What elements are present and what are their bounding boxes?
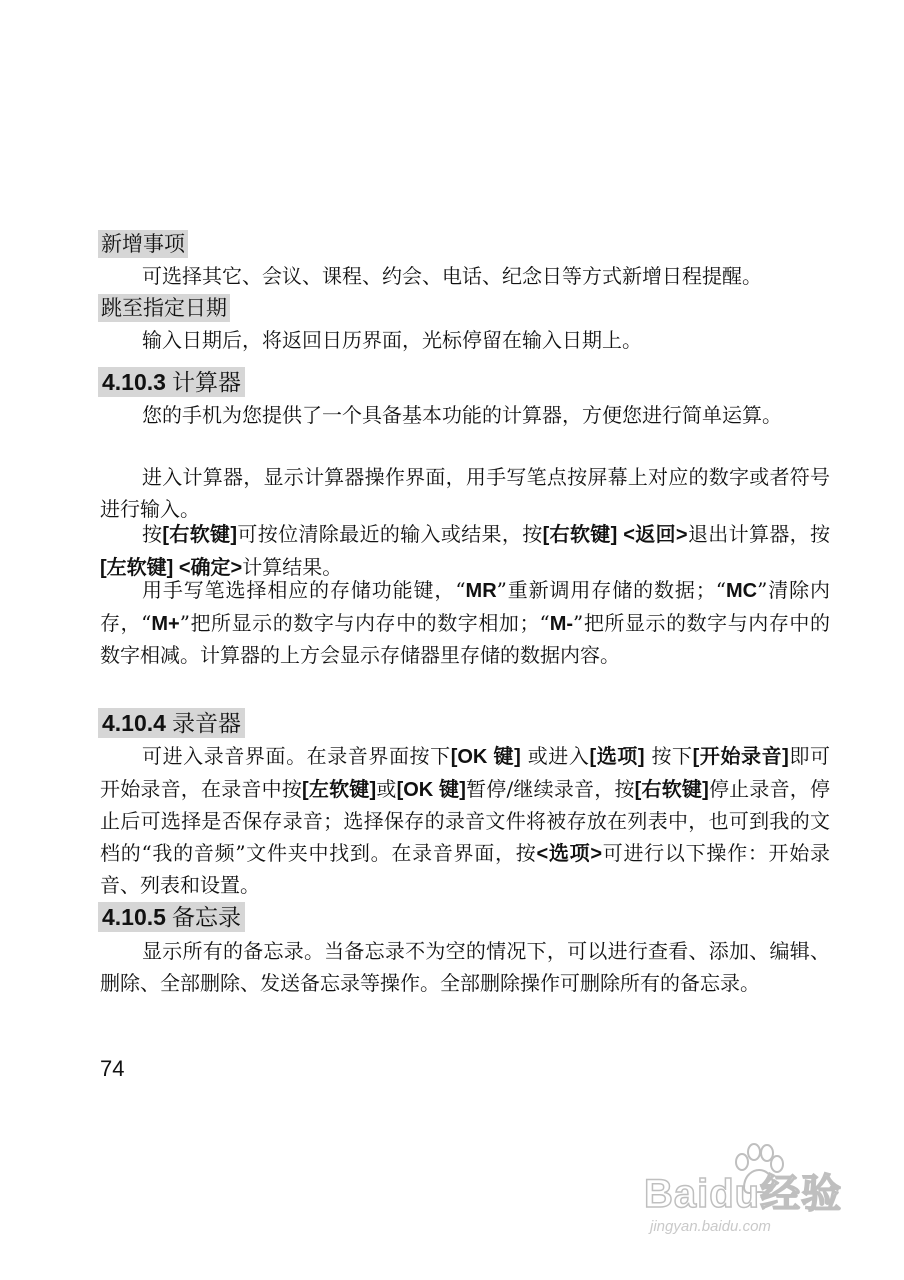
heading-recorder-number: 4.10.4: [102, 710, 166, 736]
baidu-watermark: [644, 1140, 876, 1270]
key-m-minus: M-: [549, 612, 574, 635]
term-new-item: 新增事项: [98, 230, 188, 258]
key-mr: MR: [465, 580, 497, 602]
heading-memo-title: 备忘录: [171, 905, 241, 931]
heading-memo: [98, 902, 245, 932]
calculator-paragraph-1: 您的手机为您提供了一个具备基本功能的计算器，方便您进行简单运算。: [142, 403, 782, 427]
desc-goto-date: 输入日期后，将返回日历界面，光标停留在输入日期上。: [142, 328, 642, 352]
watermark-url: jingyan.baidu.com: [650, 1218, 771, 1235]
recorder-paragraph-1: 可进入录音界面。在录音界面按下[OK 键] 或进入[选项] 按下[开始录音]即可开始录音，在录音中按[左软键]或[OK 键]暂停/继续录音，按[右软键]停止录音，停止后可选择是否保存录音；选择保存的录音文件将被存放在列表中，也可到我的文档的“我的音频”文件夹中找到。在录音界面，按<选项>可进行以下操作：开始录音、列表和设置。: [100, 744, 831, 897]
key-right-soft-back: [右软键] <返回>: [542, 524, 688, 546]
heading-recorder-title: 录音器: [171, 711, 241, 737]
calculator-paragraph-3: 按[右软键]可按位清除最近的输入或结果，按[右软键] <返回>退出计算器，按[左软键] <确定>计算结果。: [100, 522, 831, 579]
desc-new-item: 可选择其它、会议、课程、约会、电话、纪念日等方式新增日程提醒。: [142, 264, 762, 288]
heading-calculator-number: 4.10.3: [102, 369, 166, 395]
memo-paragraph-1: 显示所有的备忘录。当备忘录不为空的情况下，可以进行查看、添加、编辑、删除、全部删除、发送备忘录等操作。全部删除操作可删除所有的备忘录。: [100, 939, 830, 995]
page-number: 74: [100, 1056, 125, 1081]
heading-memo-number: 4.10.5: [102, 904, 166, 930]
key-mc: MC: [725, 580, 758, 602]
heading-recorder: [98, 708, 245, 738]
heading-calculator-title: 计算器: [171, 370, 241, 396]
term-goto-date: 跳至指定日期: [98, 294, 230, 322]
calculator-paragraph-4: 用手写笔选择相应的存储功能键，“MR”重新调用存储的数据；“MC”清除内存，“M+”把所显示的数字与内存中的数字相加；“M-”把所显示的数字与内存中的数字相减。计算器的上方会显示存储器里存储的数据内容。: [100, 578, 830, 667]
calculator-paragraph-2: 进入计算器，显示计算器操作界面，用手写笔点按屏幕上对应的数字或者符号进行输入。: [100, 465, 830, 521]
key-m-plus: M+: [151, 612, 180, 635]
key-left-soft-ok: [左软键] <确定>: [100, 556, 243, 579]
heading-calculator: [98, 367, 245, 397]
watermark-logo: Baidu经验: [644, 1172, 843, 1216]
key-right-soft: [右软键]: [162, 524, 238, 546]
